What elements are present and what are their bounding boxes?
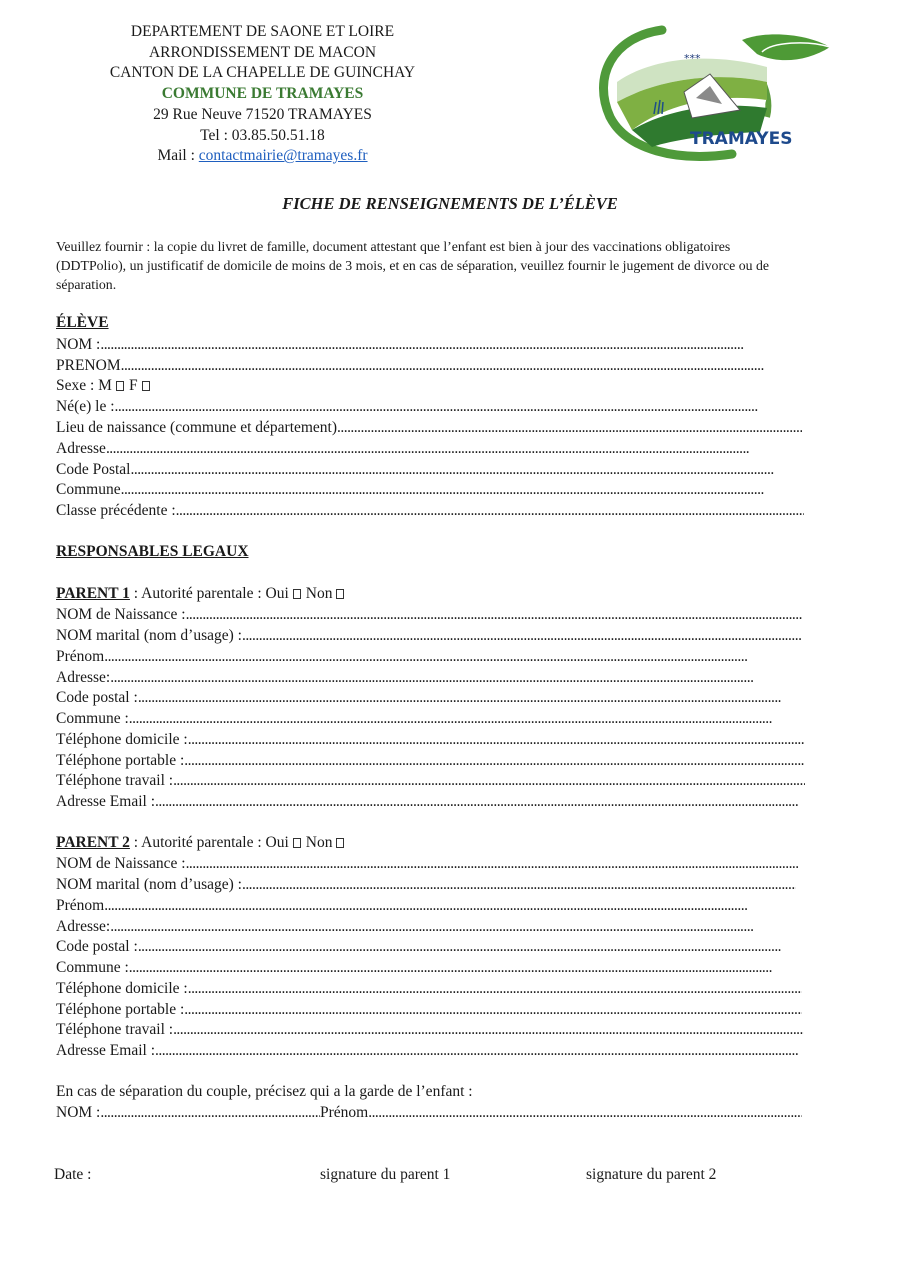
sexe-label: Sexe : M	[56, 377, 112, 394]
field-label: Prénom	[320, 1104, 369, 1121]
parent1-birthname-field[interactable]	[56, 605, 802, 625]
parent2-non-label: Non	[305, 834, 333, 851]
form-title: FICHE DE RENSEIGNEMENTS DE L’ÉLÈVE	[282, 194, 618, 213]
parent2-mobile-phone-field[interactable]	[56, 1000, 802, 1020]
parent1-address-field[interactable]	[56, 668, 805, 688]
instructions-paragraph: Veuillez fournir : la copie du livret de famille, document attestant que l’enfant est bien à jour des vaccinations obligatoires (DDTPolio), un justificatif de domicile de moins de 3 mois, et en cas de séparation, veuillez fournir le jugement de divorce ou de séparation.	[56, 239, 770, 292]
address-line: 29 Rue Neuve 71520 TRAMAYES	[153, 105, 372, 123]
field-label: Classe précédente :	[56, 502, 176, 519]
parent2-work-phone-field[interactable]	[56, 1020, 804, 1040]
signature-parent2-label: signature du parent 2	[586, 1166, 717, 1183]
eleve-postcode-field[interactable]	[56, 460, 805, 480]
field-label: NOM marital (nom d’usage) :	[56, 627, 242, 644]
field-label: Code postal :	[56, 689, 138, 706]
field-label: Adresse Email :	[56, 1042, 156, 1059]
parent1-heading: PARENT 1	[56, 585, 130, 602]
field-label: Adresse	[56, 440, 106, 457]
parent1-commune-field[interactable]	[56, 709, 804, 729]
field-label: Adresse Email :	[56, 793, 156, 810]
custody-nom-field[interactable]	[56, 1103, 320, 1123]
signature-parent1-label: signature du parent 1	[320, 1166, 451, 1183]
eleve-nom-field[interactable]	[56, 335, 802, 355]
field-label: Commune	[56, 481, 121, 498]
field-label: NOM de Naissance :	[56, 855, 186, 872]
department-line: DEPARTEMENT DE SAONE ET LOIRE	[130, 23, 395, 40]
sexe-f-checkbox[interactable]	[142, 381, 150, 391]
field-label: Prénom	[56, 648, 105, 665]
parent2-autorite-label: : Autorité parentale : Oui	[129, 834, 289, 851]
parent1-autorite-label: : Autorité parentale : Oui	[129, 585, 289, 602]
eleve-sexe-field	[56, 376, 155, 396]
eleve-prenom-field[interactable]	[56, 356, 798, 376]
field-label: Prénom	[56, 897, 105, 914]
date-label: Date :	[54, 1166, 92, 1183]
parent2-heading: PARENT 2	[56, 834, 130, 851]
parent1-home-phone-field[interactable]	[56, 730, 805, 750]
parent2-marital-name-field[interactable]	[56, 875, 796, 895]
field-label: NOM marital (nom d’usage) :	[56, 876, 242, 893]
eleve-commune-field[interactable]	[56, 480, 802, 500]
field-label: Téléphone domicile :	[56, 980, 188, 997]
commune-name: COMMUNE DE TRAMAYES	[161, 85, 364, 103]
field-label: Lieu de naissance (commune et département)	[56, 419, 338, 436]
custody-prenom-field[interactable]	[320, 1103, 802, 1123]
field-label: Né(e) le :	[56, 398, 115, 415]
tramayes-logo	[592, 22, 837, 162]
parent1-oui-checkbox[interactable]	[293, 589, 301, 599]
eleve-birthdate-field[interactable]	[56, 397, 805, 417]
field-label: PRENOM	[56, 357, 121, 374]
parent2-address-field[interactable]	[56, 917, 798, 937]
parent1-work-phone-field[interactable]	[56, 771, 805, 791]
municipal-header	[95, 22, 430, 167]
field-label: Commune :	[56, 959, 129, 976]
parent1-heading-row	[56, 584, 349, 604]
parent1-non-checkbox[interactable]	[336, 589, 344, 599]
arrondissement-line: ARRONDISSEMENT DE MACON	[148, 43, 377, 61]
parent2-home-phone-field[interactable]	[56, 979, 802, 999]
field-label: Code Postal	[56, 461, 131, 478]
parent2-email-field[interactable]	[56, 1041, 801, 1061]
field-label: Téléphone portable :	[56, 752, 185, 769]
eleve-birthplace-field[interactable]	[56, 418, 802, 438]
parent1-mobile-phone-field[interactable]	[56, 751, 804, 771]
parent1-email-field[interactable]	[56, 792, 803, 812]
parent2-oui-checkbox[interactable]	[293, 838, 301, 848]
parent2-heading-row	[56, 833, 349, 853]
parent2-birthname-field[interactable]	[56, 854, 798, 874]
section-eleve-heading: ÉLÈVE	[56, 314, 109, 331]
mail-link[interactable]: contactmairie@tramayes.fr	[198, 147, 368, 165]
field-label: NOM :	[56, 336, 101, 353]
field-label: Téléphone travail :	[56, 1021, 174, 1038]
mail-label: Mail :	[157, 147, 199, 165]
field-label: Téléphone portable :	[56, 1001, 185, 1018]
parent2-postcode-field[interactable]	[56, 937, 799, 957]
sexe-f-label: F	[128, 377, 138, 394]
parent2-commune-field[interactable]	[56, 958, 802, 978]
section-responsables-heading: RESPONSABLES LEGAUX	[56, 543, 249, 560]
parent1-firstname-field[interactable]	[56, 647, 801, 667]
field-label: Code postal :	[56, 938, 138, 955]
sexe-m-checkbox[interactable]	[116, 381, 124, 391]
field-label: Téléphone travail :	[56, 772, 174, 789]
eleve-class-field[interactable]	[56, 501, 804, 521]
field-label: NOM de Naissance :	[56, 606, 186, 623]
logo-stars: ***	[684, 52, 701, 65]
parent1-marital-name-field[interactable]	[56, 626, 802, 646]
field-label: NOM :	[56, 1104, 101, 1121]
mail-line	[95, 146, 430, 167]
parent2-non-checkbox[interactable]	[336, 838, 344, 848]
parent2-firstname-field[interactable]	[56, 896, 797, 916]
parent1-non-label: Non	[305, 585, 333, 602]
logo-text: TRAMAYES	[690, 129, 793, 149]
canton-line: CANTON DE LA CHAPELLE DE GUINCHAY	[109, 64, 416, 82]
phone-line: Tel : 03.85.50.51.18	[200, 126, 325, 144]
eleve-address-field[interactable]	[56, 439, 802, 459]
parent1-postcode-field[interactable]	[56, 688, 805, 708]
field-label: Adresse:	[56, 669, 111, 686]
field-label: Adresse:	[56, 918, 111, 935]
custody-question: En cas de séparation du couple, précisez qui a la garde de l’enfant :	[56, 1083, 473, 1100]
field-label: Commune :	[56, 710, 129, 727]
field-label: Téléphone domicile :	[56, 731, 188, 748]
